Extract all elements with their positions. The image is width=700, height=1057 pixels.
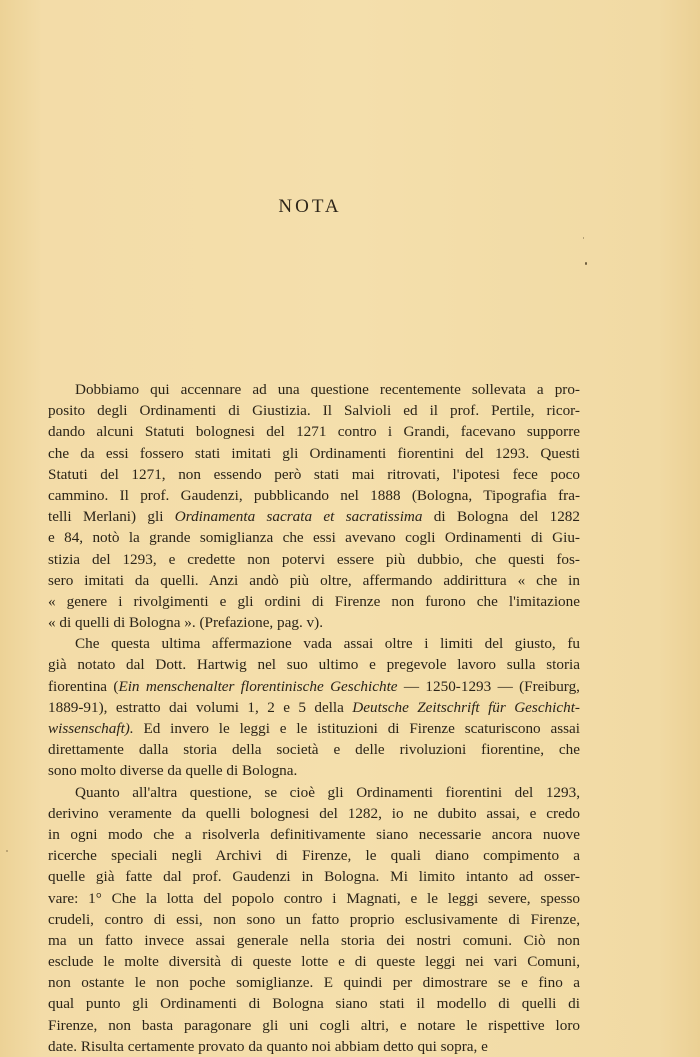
text-run: dando alcuni Statuti bolognesi del 1271 contro i Grandi, facevano supporre bbox=[48, 423, 580, 441]
text-run: ma un fatto invece assai generale nella storia dei nostri comuni. Ciò non bbox=[48, 931, 580, 949]
text-line bbox=[48, 739, 580, 760]
text-run: sono molto diverse da quelle di Bologna. bbox=[48, 762, 298, 780]
text-line bbox=[48, 866, 580, 887]
text-line bbox=[48, 421, 580, 442]
text-run: non ostante le non poche somiglianze. E quindi per dimostrare se e fino a bbox=[48, 974, 580, 992]
text-line bbox=[48, 379, 580, 400]
text-line bbox=[48, 506, 580, 527]
text-run: — 1250-1293 — (Freiburg, bbox=[397, 677, 580, 695]
text-run: vare: 1° Che la lotta del popolo contro i Magnati, e le leggi severe, spesso bbox=[48, 889, 580, 907]
text-line bbox=[48, 570, 580, 591]
text-line bbox=[48, 633, 580, 654]
text-run: cammino. Il prof. Gaudenzi, pubblicando nel 1888 (Bologna, Tipografia fra- bbox=[48, 486, 580, 504]
text-run: sero imitati da quelli. Anzi andò più oltre, affermando addirittura « che in bbox=[48, 571, 580, 589]
text-line bbox=[48, 485, 580, 506]
text-line bbox=[48, 972, 580, 993]
text-run: ricerche speciali negli Archivi di Firenze, le quali diano compimento a bbox=[48, 847, 580, 865]
italic-title: Ordinamenta sacrata et sacratissima bbox=[174, 508, 423, 526]
text-line bbox=[48, 400, 580, 421]
text-run: Ed invero le leggi e le istituzioni di Firenze scaturiscono assai bbox=[133, 720, 580, 737]
text-line bbox=[48, 464, 580, 485]
text-line bbox=[48, 1036, 580, 1057]
text-run: stizia del 1293, e credette non potervi essere più dubbio, che questi fos- bbox=[48, 550, 580, 568]
text-run: Che questa ultima affermazione vada assai oltre i limiti del giusto, fu bbox=[75, 635, 580, 653]
text-run: 1889-91), estratto dai volumi 1, 2 e 5 della bbox=[48, 698, 353, 716]
text-line bbox=[48, 845, 580, 866]
text-line bbox=[48, 718, 580, 739]
paper-speck bbox=[585, 262, 587, 265]
text-run: Firenze, non basta paragonare gli uni cogli altri, e notare le rispettive loro bbox=[48, 1016, 580, 1034]
text-run: date. Risulta certamente provato da quanto noi abbiam detto qui sopra, e bbox=[48, 1037, 488, 1055]
text-line bbox=[48, 782, 580, 803]
paper-speck bbox=[583, 237, 584, 239]
text-run: e 84, notò la grande somiglianza che essi avevano cogli Ordinamenti di Giu- bbox=[48, 529, 580, 547]
text-run: esclude le molte diversità di queste lotte e di queste leggi nei vari Comuni, bbox=[48, 953, 580, 971]
italic-title: wissenschaft). bbox=[48, 720, 134, 737]
text-run: in ogni modo che a risolverla definitivamente siano necessarie ancora nuove bbox=[48, 825, 580, 843]
text-run: crudeli, contro di essi, non sono un fatto proprio esclusivamente di Firenze, bbox=[48, 910, 580, 928]
text-line bbox=[48, 930, 580, 951]
text-line bbox=[48, 654, 580, 675]
text-line bbox=[48, 760, 580, 781]
text-line bbox=[48, 443, 580, 464]
text-run: « di quelli di Bologna ». (Prefazione, pag. v). bbox=[48, 614, 323, 632]
text-run: telli Merlani) gli bbox=[48, 508, 175, 526]
text-line bbox=[48, 549, 580, 570]
text-line bbox=[48, 803, 580, 824]
text-run: « genere i rivolgimenti e gli ordini di Firenze non furono che l'imitazione bbox=[48, 592, 580, 610]
text-line bbox=[48, 612, 580, 633]
text-run: che da essi fossero stati imitati gli Ordinamenti fiorentini del 1293. Questi bbox=[48, 444, 580, 462]
italic-title: Ein menschenalter florentinische Geschichte bbox=[118, 677, 398, 695]
paper-speck bbox=[6, 850, 8, 852]
italic-title: Deutsche Zeitschrift für Geschicht- bbox=[352, 698, 580, 716]
text-run: quelle già fatte dal prof. Gaudenzi in Bologna. Mi limito intanto ad osser- bbox=[48, 868, 580, 886]
text-run: di Bologna del 1282 bbox=[422, 508, 580, 526]
text-run: posito degli Ordinamenti di Giustizia. Il Salvioli ed il prof. Pertile, ricor- bbox=[48, 402, 580, 420]
text-run: già notato dal Dott. Hartwig nel suo ultimo e pregevole lavoro sulla storia bbox=[48, 656, 580, 674]
text-line bbox=[48, 591, 580, 612]
text-run: Quanto all'altra questione, se cioè gli Ordinamenti fiorentini del 1293, bbox=[75, 783, 580, 801]
text-run: qual punto gli Ordinamenti di Bologna siano stati il modello di quelli di bbox=[48, 995, 580, 1013]
text-line bbox=[48, 1015, 580, 1036]
text-line bbox=[48, 888, 580, 909]
text-line bbox=[48, 527, 580, 548]
text-line bbox=[48, 697, 580, 718]
text-run: derivino veramente da quelli bolognesi del 1282, io ne dubito assai, e credo bbox=[48, 804, 580, 822]
text-run: fiorentina ( bbox=[48, 677, 119, 695]
text-line bbox=[48, 993, 580, 1014]
text-run: Dobbiamo qui accennare ad una questione recentemente sollevata a pro- bbox=[75, 381, 580, 398]
text-line bbox=[48, 909, 580, 930]
text-line bbox=[48, 951, 580, 972]
text-line bbox=[48, 676, 580, 697]
body-text bbox=[48, 379, 580, 1057]
text-run: Statuti del 1271, non essendo però stati mai ritrovati, l'ipotesi fece poco bbox=[48, 465, 580, 483]
text-run: direttamente dalla storia della società e delle rivoluzioni fiorentine, che bbox=[48, 741, 580, 759]
page-title: NOTA bbox=[278, 196, 342, 217]
text-line bbox=[48, 824, 580, 845]
